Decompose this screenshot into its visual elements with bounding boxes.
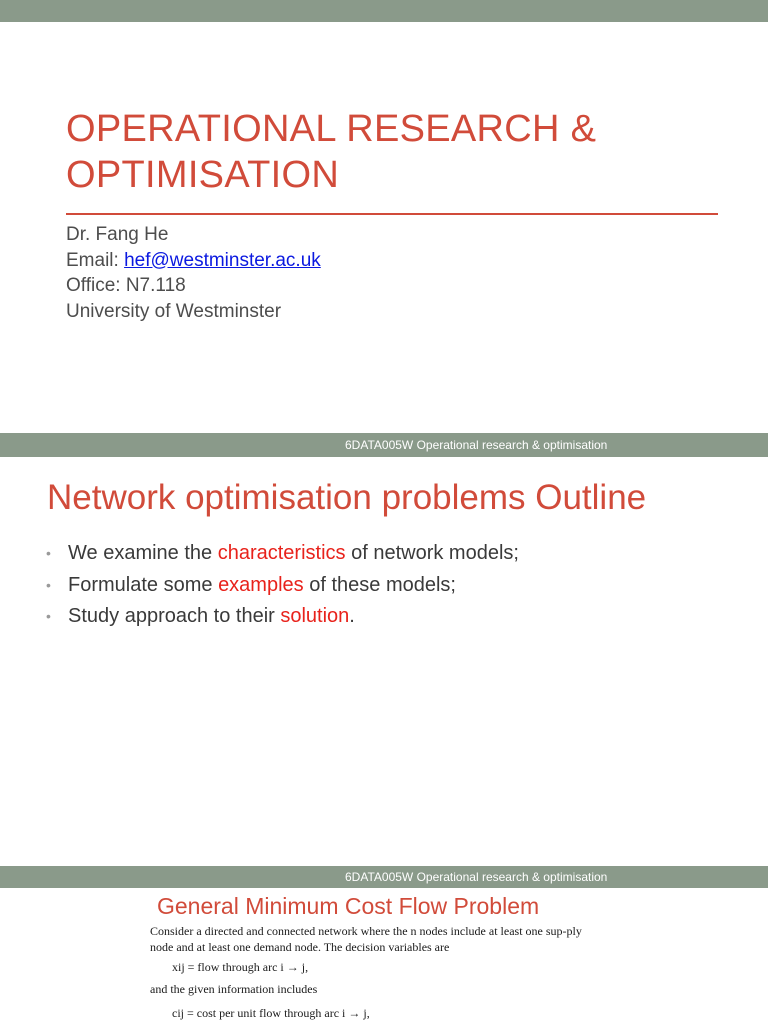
flow-variable-definition: xij = flow through arc i → j, xyxy=(172,960,309,974)
highlight-text: examples xyxy=(218,573,304,596)
slide1-top-band xyxy=(0,0,768,22)
email-line xyxy=(66,248,321,274)
given-information-intro: and the given information includes xyxy=(150,982,318,996)
cost-definition: cij = cost per unit flow through arc i → j, xyxy=(172,1006,370,1020)
outline-bullet-list xyxy=(44,538,519,633)
slide2-title: Network optimisation problems Outline xyxy=(47,478,647,517)
problem-description: Consider a directed and connected network where the n nodes include at least one sup-ply node and at least one demand node. The decision variables are xyxy=(150,924,582,954)
email-link[interactable]: hef@westminster.ac.uk xyxy=(124,249,321,271)
author-name: Dr. Fang He xyxy=(66,224,169,245)
outline-bullet-item: • Formulate some examples of these models; xyxy=(44,570,519,602)
outline-bullet-item: • Study approach to their solution. xyxy=(44,601,519,633)
bullet-icon: • xyxy=(46,545,51,561)
bullet-icon: • xyxy=(46,576,51,593)
email-label: Email: xyxy=(66,249,125,271)
slide3-title: General Minimum Cost Flow Problem xyxy=(157,893,540,919)
highlight-text: characteristics xyxy=(217,542,346,564)
office-line: Office: N7.118 xyxy=(66,275,186,296)
university-line: University of Westminster xyxy=(66,300,282,322)
bullet-icon: • xyxy=(46,608,51,624)
slide1-contact-details xyxy=(66,222,321,324)
course-footer-text: 6DATA005W Operational research & optimisation xyxy=(345,438,608,452)
slide3-body-text xyxy=(150,923,600,1024)
slide3-header-band xyxy=(0,866,768,888)
slide2-header-band xyxy=(0,433,768,457)
slide1-title-divider xyxy=(66,213,718,215)
slide1-title: OPERATIONAL RESEARCH & OPTIMISATION xyxy=(66,108,597,196)
course-footer-text: 6DATA005W Operational research & optimisation xyxy=(345,870,608,884)
highlight-text: solution xyxy=(280,605,350,627)
outline-bullet-item: • We examine the characteristics of network models; xyxy=(44,538,519,570)
